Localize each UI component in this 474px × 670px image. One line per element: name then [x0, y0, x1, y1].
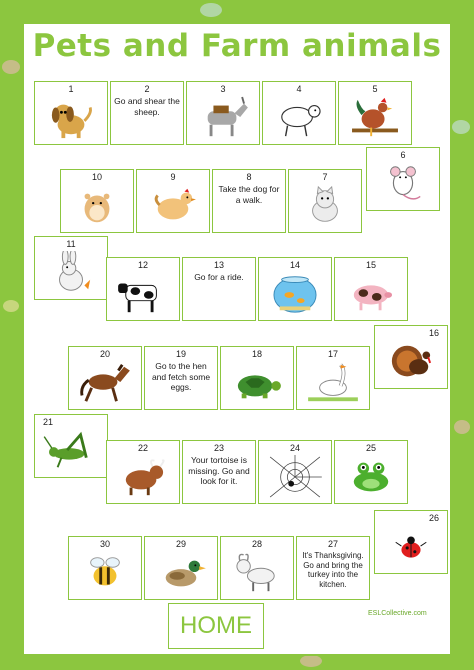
board-square-12	[106, 257, 180, 321]
board-square-21	[34, 414, 108, 478]
square-number: 14	[289, 260, 300, 270]
board-square-16	[374, 325, 448, 389]
square-instruction: Go and shear the sheep.	[114, 96, 180, 117]
square-number: 28	[251, 539, 262, 549]
turkey-icon	[381, 340, 441, 384]
board-square-15	[334, 257, 408, 321]
square-number: 4	[296, 84, 302, 94]
square-number: 3	[220, 84, 226, 94]
square-number: 27	[327, 539, 338, 549]
goldfish-bowl-icon	[265, 272, 325, 316]
board-square-20	[68, 346, 142, 410]
board-square-30	[68, 536, 142, 600]
ladybird-icon	[381, 525, 441, 569]
square-number: 10	[91, 172, 102, 182]
rooster-icon	[345, 96, 405, 140]
square-number: 11	[66, 239, 76, 249]
square-number: 17	[327, 349, 338, 359]
board-square-13	[182, 257, 256, 321]
board-square-2	[110, 81, 184, 145]
grasshopper-icon	[41, 429, 101, 473]
square-number: 26	[428, 513, 439, 523]
square-number: 19	[175, 349, 186, 359]
square-instruction: Go to the hen and fetch some eggs.	[151, 361, 211, 392]
board-square-28	[220, 536, 294, 600]
bee-icon	[75, 551, 135, 595]
square-number: 1	[68, 84, 74, 94]
board-square-9	[136, 169, 210, 233]
board-square-1	[34, 81, 108, 145]
square-number: 5	[372, 84, 378, 94]
board-square-6	[366, 147, 440, 211]
hamster-icon	[67, 184, 127, 228]
mouse-icon	[373, 162, 433, 206]
square-number: 23	[213, 443, 224, 453]
home-square: HOME	[168, 603, 264, 649]
background-decoration	[3, 300, 19, 312]
background-decoration	[300, 655, 322, 667]
rabbit-icon	[41, 251, 101, 295]
square-number: 2	[144, 84, 150, 94]
game-board	[22, 22, 452, 656]
board-square-5	[338, 81, 412, 145]
square-number: 18	[251, 349, 262, 359]
square-number: 12	[137, 260, 148, 270]
square-number: 20	[99, 349, 110, 359]
page-title: Pets and Farm animals	[32, 28, 442, 64]
watermark: ESLCollective.com	[368, 610, 427, 617]
board-square-25	[334, 440, 408, 504]
square-number: 21	[43, 417, 54, 427]
square-number: 22	[137, 443, 148, 453]
board-square-18	[220, 346, 294, 410]
board-square-10	[60, 169, 134, 233]
donkey-icon	[193, 96, 253, 140]
board-square-29	[144, 536, 218, 600]
goose-icon	[303, 361, 363, 405]
board-square-17	[296, 346, 370, 410]
square-number: 30	[99, 539, 110, 549]
goat-icon	[227, 551, 287, 595]
dog-icon	[41, 96, 101, 140]
square-instruction: Go for a ride.	[194, 272, 244, 282]
board-square-22	[106, 440, 180, 504]
square-number: 8	[246, 172, 252, 182]
square-number: 15	[365, 260, 376, 270]
board-square-4	[262, 81, 336, 145]
background-decoration	[454, 420, 470, 434]
square-number: 6	[400, 150, 406, 160]
background-decoration	[452, 120, 470, 134]
spider-web-icon	[265, 455, 325, 499]
pig-icon	[341, 272, 401, 316]
square-number: 7	[322, 172, 328, 182]
square-number: 24	[289, 443, 300, 453]
square-instruction: It's Thanksgiving. Go and bring the turkey into the kitchen.	[302, 551, 364, 589]
duck-icon	[151, 551, 211, 595]
board-square-11	[34, 236, 108, 300]
square-instruction: Your tortoise is missing. Go and look for it.	[188, 455, 250, 486]
sheep-icon	[269, 96, 329, 140]
cow-icon	[113, 272, 173, 316]
board-square-8	[212, 169, 286, 233]
square-instruction: Take the dog for a walk.	[218, 184, 280, 205]
bull-icon	[113, 455, 173, 499]
board-square-7	[288, 169, 362, 233]
hen-icon	[143, 184, 203, 228]
board-square-3	[186, 81, 260, 145]
board-square-27	[296, 536, 370, 600]
square-number: 13	[213, 260, 224, 270]
frog-icon	[341, 455, 401, 499]
kitten-icon	[295, 184, 355, 228]
board-square-24	[258, 440, 332, 504]
square-number: 29	[175, 539, 186, 549]
horse-icon	[75, 361, 135, 405]
background-decoration	[2, 60, 20, 74]
tortoise-icon	[227, 361, 287, 405]
board-square-23	[182, 440, 256, 504]
board-square-19	[144, 346, 218, 410]
square-number: 16	[428, 328, 439, 338]
board-square-26	[374, 510, 448, 574]
square-number: 9	[170, 172, 176, 182]
background-decoration	[200, 3, 222, 17]
square-number: 25	[365, 443, 376, 453]
board-square-14	[258, 257, 332, 321]
